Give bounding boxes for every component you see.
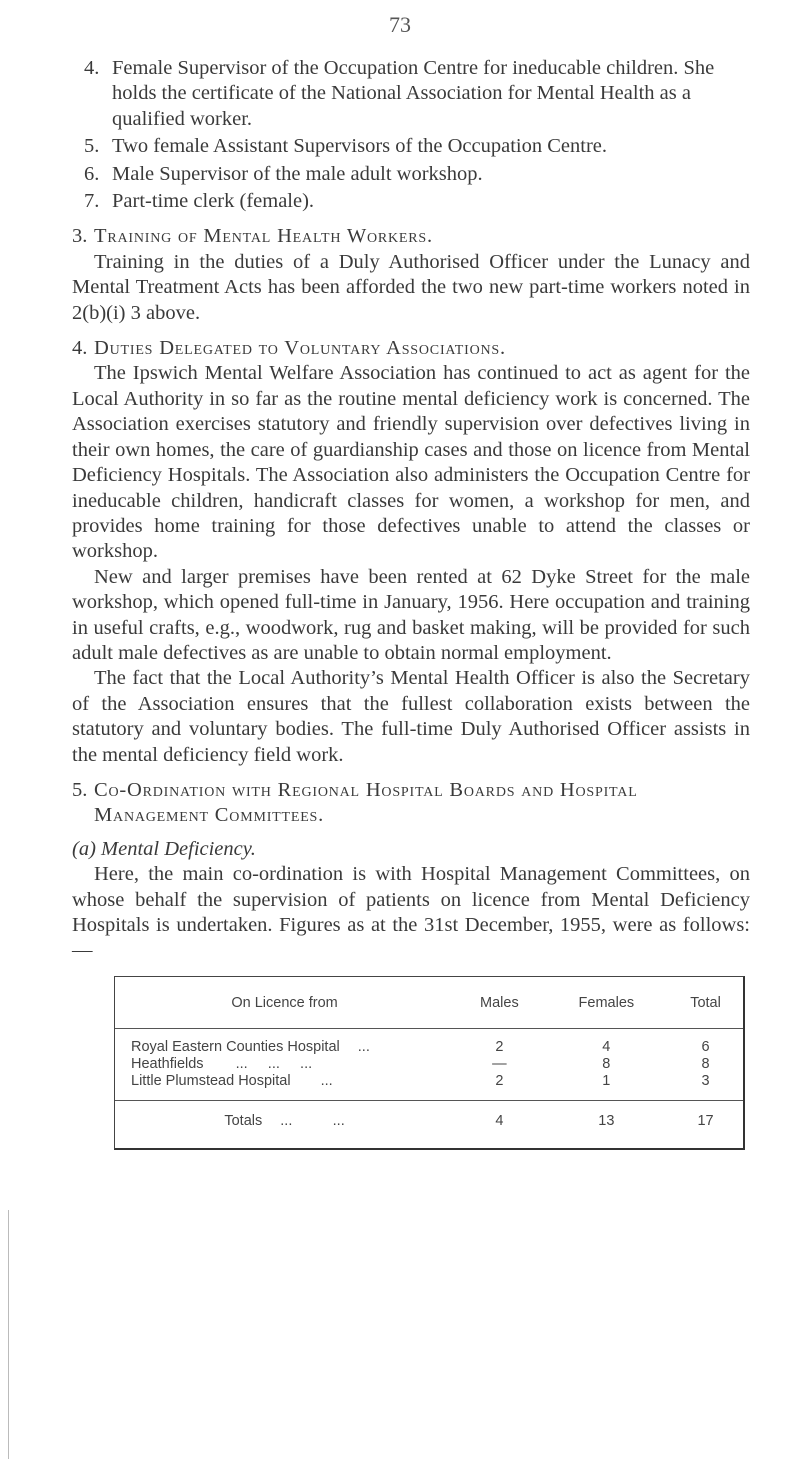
- col-header-males: Males: [454, 977, 545, 1029]
- totals-leader-dots: ... ...: [280, 1113, 345, 1130]
- females-cell: 1: [602, 1073, 611, 1090]
- total-cell: 6: [701, 1039, 710, 1056]
- females-cell: 4: [602, 1039, 611, 1056]
- item-text: Part-time clerk (female).: [112, 190, 315, 213]
- totals-males-cell: 4: [454, 1101, 545, 1149]
- item-text: Female Supervisor of the Occupation Centre for ineducable children. She holds the certificate of the National Association for Mental Health as a qualified worker.: [112, 57, 715, 130]
- row-leader-dots: ...: [320, 1073, 333, 1090]
- males-cell: —: [492, 1056, 507, 1073]
- row-leader-dots: ... ... ...: [235, 1056, 313, 1073]
- document-body: [72, 56, 750, 1150]
- item-text: Male Supervisor of the male adult workshop.: [112, 162, 483, 185]
- staff-item-7: [72, 189, 750, 214]
- total-cell: 8: [701, 1056, 710, 1073]
- section-4-paragraph-2: New and larger premises have been rented at 62 Dyke Street for the male workshop, which opened full-time in January, 1956. Here occupation and training in useful crafts, e.g., woodwork, rug and basket making, will be provided for such adult male defectives as are unable to obtain normal employment.: [72, 565, 750, 664]
- section-4-paragraph-1: The Ipswich Mental Welfare Association has continued to act as agent for the Local Authority in so far as the routine mental deficiency work is concerned. The Association exercises statutory and friendly supervision over defectives living in their own homes, the care of guardianship cases and those on licence from Mental Deficiency Hospitals. The Association also administers the Occupation Centre for ineducable children, handicraft classes for women, a workshop for men, and provides home training for those defectives unable to attend the classes or workshop.: [72, 362, 750, 563]
- subsection-label: (a): [72, 837, 96, 860]
- section-number: 3.: [72, 225, 88, 248]
- totals-label: Totals: [224, 1113, 263, 1130]
- females-cell: 8: [602, 1056, 611, 1073]
- row-name: Heathfields: [131, 1056, 204, 1073]
- row-name: Royal Eastern Counties Hospital: [131, 1039, 340, 1056]
- totals-females-cell: 13: [545, 1101, 668, 1149]
- col-header-total: Total: [668, 977, 743, 1029]
- staff-item-6: [72, 162, 750, 187]
- totals-label-cell: [115, 1101, 454, 1149]
- row-name-cell: [115, 1056, 454, 1073]
- item-number: 7.: [84, 190, 100, 213]
- page-number: 73: [389, 12, 411, 37]
- item-number: 4.: [84, 57, 100, 79]
- row-name-cell: [115, 1073, 454, 1101]
- section-title: Training of Mental Health Workers.: [94, 225, 433, 248]
- totals-total-cell: 17: [668, 1101, 743, 1149]
- table-row: [115, 1029, 743, 1057]
- staff-item-5: [72, 134, 750, 159]
- col-header-females: Females: [545, 977, 668, 1029]
- subsection-title: Mental Deficiency.: [101, 837, 256, 860]
- scan-edge-line: [8, 1210, 9, 1459]
- section-3-paragraph: Training in the duties of a Duly Authorised Officer under the Lunacy and Mental Treatment Acts has been afforded the two new part-time workers noted in 2(b)(i) 3 above.: [72, 250, 750, 324]
- row-name: Little Plumstead Hospital: [131, 1073, 291, 1090]
- section-5-heading: [72, 778, 750, 829]
- table-row: [115, 1073, 743, 1101]
- table-row: [115, 1056, 743, 1073]
- item-number: 5.: [84, 135, 100, 158]
- section-4-paragraph-3: The fact that the Local Authority’s Mental Health Officer is also the Secretary of the Association ensures that the fullest collaboration exists between the statutory and voluntary bodies. The full-time Duly Authorised Officer assists in the mental deficiency field work.: [72, 667, 750, 766]
- item-number: 6.: [84, 162, 100, 185]
- males-cell: 2: [495, 1039, 504, 1056]
- licence-table: [114, 976, 745, 1150]
- section-4-heading: [72, 336, 750, 361]
- section-title: Duties Delegated to Voluntary Associations.: [94, 337, 506, 360]
- section-number: 5.: [72, 778, 88, 801]
- totals-row: [115, 1101, 743, 1149]
- total-cell: 3: [701, 1073, 710, 1090]
- section-number: 4.: [72, 337, 88, 360]
- row-leader-dots: ...: [357, 1039, 370, 1056]
- staff-item-4: [72, 56, 750, 132]
- males-cell: 2: [495, 1073, 504, 1090]
- table-header-row: [115, 977, 743, 1029]
- row-name-cell: [115, 1029, 454, 1057]
- section-title: Co-Ordination with Regional Hospital Boards and Hospital Management Committees.: [94, 778, 638, 827]
- section-3-heading: [72, 224, 750, 249]
- col-header-source: On Licence from: [115, 977, 454, 1029]
- section-5-paragraph: Here, the main co-ordination is with Hospital Management Committees, on whose behalf the supervision of patients on licence from Mental Deficiency Hospitals is undertaken. Figures as at the 31st December, 1955, were as follows:—: [72, 863, 750, 962]
- item-text: Two female Assistant Supervisors of the Occupation Centre.: [112, 135, 608, 158]
- subsection-a-heading: [72, 837, 750, 862]
